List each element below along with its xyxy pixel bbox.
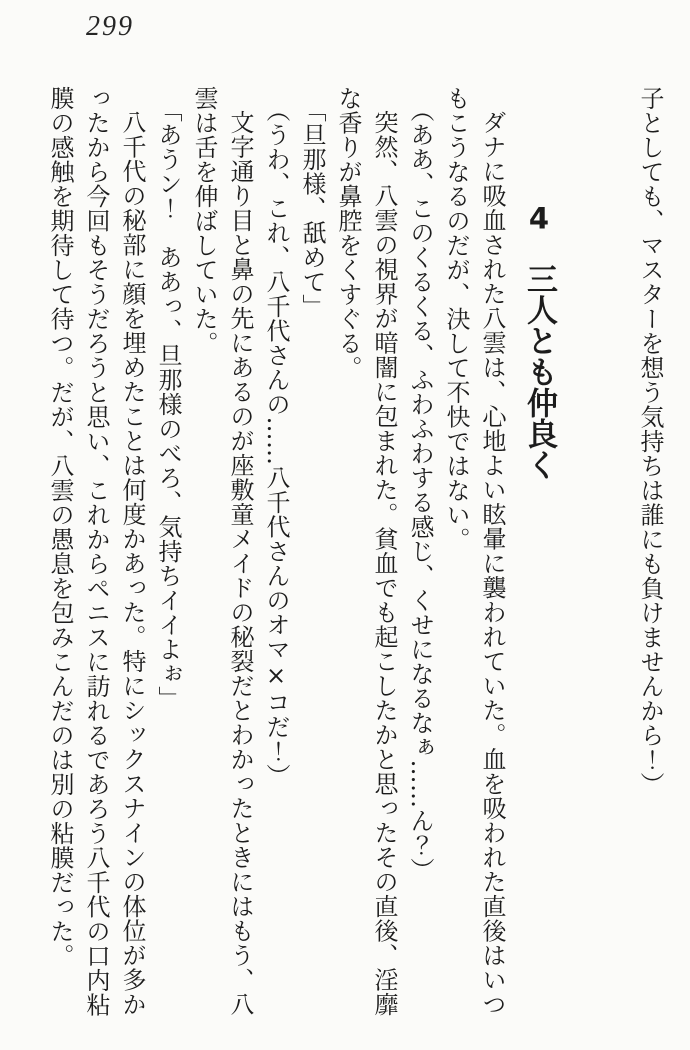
text-line: 雲は舌を伸ばしていた。 [190, 86, 218, 356]
text-line: もこうなるのだが、決して不快ではない。 [442, 86, 470, 552]
text-line: 突然、八雲の視界が暗闇に包まれた。貧血でも起こしたかと思ったその直後、淫靡 [370, 110, 398, 1017]
chapter-heading [522, 86, 556, 1022]
text-line: 文字通り目と鼻の先にあるのが座敷童メイドの秘裂だとわかったときにはもう、八 [226, 110, 254, 1017]
text-line: ったから今回もそうだろうと思い、これからペニスに訪れるであろう八千代の口内粘 [82, 86, 110, 1017]
text-line: 八千代の秘部に顔を埋めたことは何度かあった。特にシックスナインの体位が多か [118, 110, 146, 1017]
text-line: 膜の感触を期待して待つ。だが、八雲の愚息を包みこんだのは別の粘膜だった。 [46, 86, 74, 968]
text-line: 「旦那様、舐めて」 [298, 98, 326, 319]
text-line: （ああ、このくるくる、ふわふわする感じ、くせになるなぁ……ん？） [406, 98, 434, 882]
page-number: 299 [86, 11, 134, 42]
chapter-number: 4 [528, 204, 550, 233]
text-line: （うわ、これ、八千代さんの……八千代さんのオマ×コだ！） [262, 98, 290, 788]
text-line: ダナに吸血された八雲は、心地よい眩暈に襲われていた。血を吸われた直後はいつ [478, 110, 506, 1017]
text-line: 子としても、マスターを想う気持ちは誰にも負けませんから！） [636, 86, 664, 797]
chapter-title: 三人とも仲良く [521, 263, 557, 480]
text-line: 「あうン！ ああっ、旦那様のべろ、気持ちイイよぉ」 [154, 98, 182, 711]
text-line: な香りが鼻腔をくすぐる。 [334, 86, 362, 380]
page-text [42, 86, 668, 1022]
